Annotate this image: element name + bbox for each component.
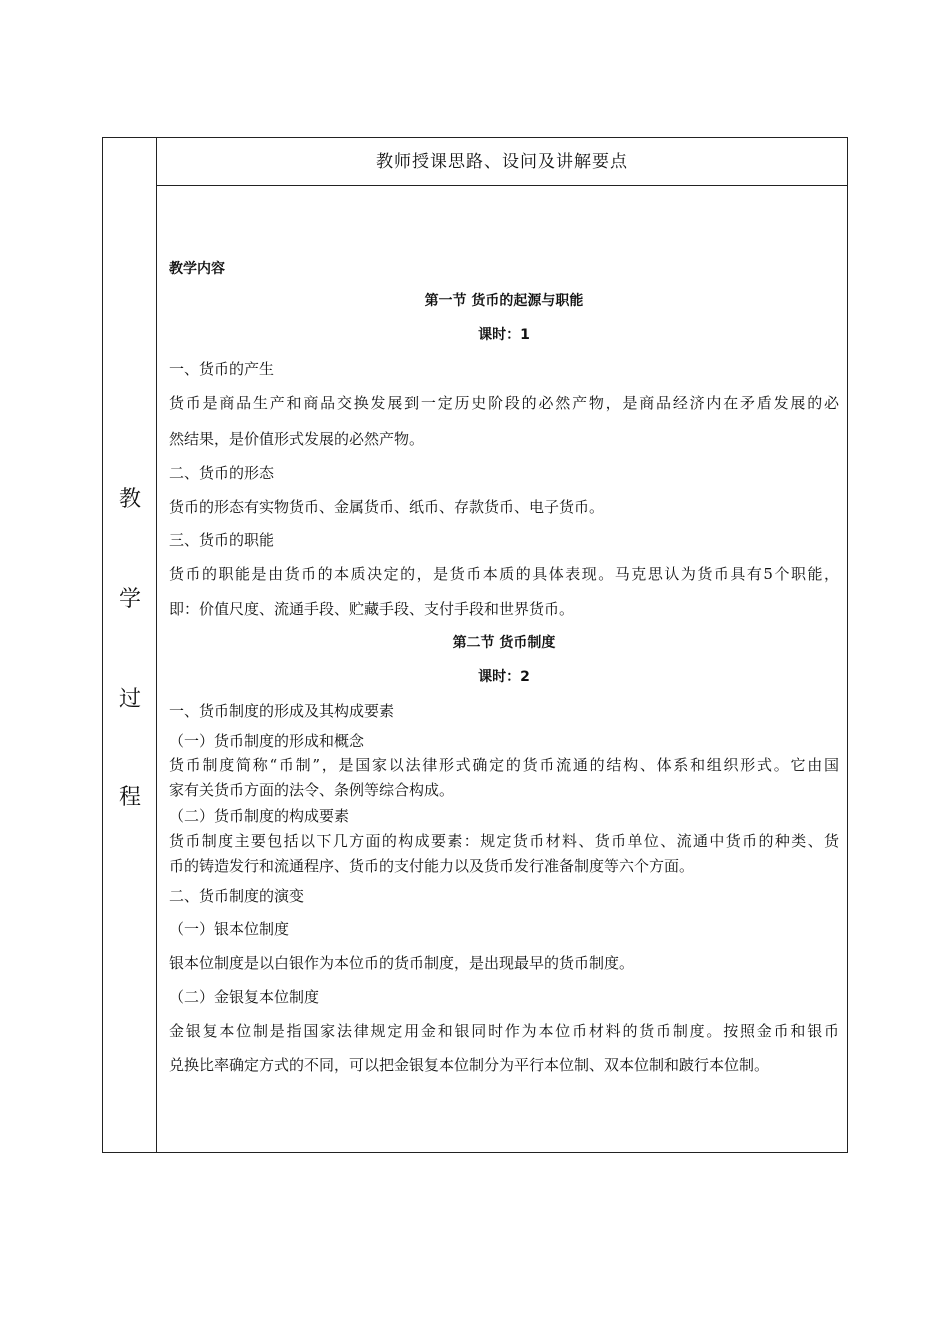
side-label-cell: [103, 138, 157, 1152]
side-label-char: 程: [118, 785, 141, 810]
section2-subheading-2: （二）货币制度的构成要素: [169, 807, 350, 825]
lesson-plan-table: [102, 137, 848, 1153]
section1-paragraph-1-line-2: 然结果，是价值形式发展的必然产物。: [169, 430, 425, 448]
section1-heading-3: 三、货币的职能: [169, 531, 275, 549]
section1-paragraph-1-line-1: 货币是商品生产和商品交换发展到一定历史阶段的必然产物，是商品经济内在矛盾发展的必: [169, 394, 839, 412]
table-header: 教师授课思路、设问及讲解要点: [157, 138, 847, 186]
section2-paragraph-4-line-1: 金银复本位制是指国家法律规定用金和银同时作为本位币材料的货币制度。按照金币和银币: [169, 1022, 839, 1040]
section2-title: 第二节 货币制度: [452, 635, 556, 651]
section1-paragraph-3-line-2: 即：价值尺度、流通手段、贮藏手段、支付手段和世界货币。: [169, 600, 575, 618]
section2-heading-2: 二、货币制度的演变: [169, 887, 305, 905]
section2-subheading-3: （一）银本位制度: [169, 920, 290, 938]
section1-title: 第一节 货币的起源与职能: [424, 293, 584, 309]
section2-paragraph-2-line-2: 币的铸造发行和流通程序、货币的支付能力以及货币发行准备制度等六个方面。: [169, 857, 695, 875]
section2-subheading-1: （一）货币制度的形成和概念: [169, 732, 365, 750]
section1-heading-2: 二、货币的形态: [169, 464, 275, 482]
section2-subheading-4: （二）金银复本位制度: [169, 988, 320, 1006]
section-label: 教学内容: [169, 261, 225, 277]
section2-paragraph-1-line-1: 货币制度简称“币制”，是国家以法律形式确定的货币流通的结构、体系和组织形式。它由国: [169, 756, 839, 774]
section2-paragraph-4-line-2: 兑换比率确定方式的不同，可以把金银复本位制分为平行本位制、双本位制和跛行本位制。: [169, 1056, 770, 1074]
section1-paragraph-3-line-1: 货币的职能是由货币的本质决定的，是货币本质的具体表现。马克思认为货币具有5个职能，: [169, 565, 839, 583]
side-label-char: 教: [118, 487, 141, 512]
section2-hours: 课时：2: [478, 669, 530, 685]
side-label-char: 过: [118, 687, 141, 712]
section1-hours: 课时：1: [478, 327, 530, 343]
section2-paragraph-1-line-2: 家有关货币方面的法令、条例等综合构成。: [169, 781, 455, 799]
section2-paragraph-2-line-1: 货币制度主要包括以下几方面的构成要素：规定货币材料、货币单位、流通中货币的种类、货: [169, 832, 839, 850]
section2-heading-1: 一、货币制度的形成及其构成要素: [169, 702, 395, 720]
section1-paragraph-2: 货币的形态有实物货币、金属货币、纸币、存款货币、电子货币。: [169, 498, 605, 516]
section2-paragraph-3: 银本位制度是以白银作为本位币的货币制度，是出现最早的货币制度。: [169, 954, 635, 972]
section1-heading-1: 一、货币的产生: [169, 360, 275, 378]
side-label-char: 学: [118, 587, 141, 612]
